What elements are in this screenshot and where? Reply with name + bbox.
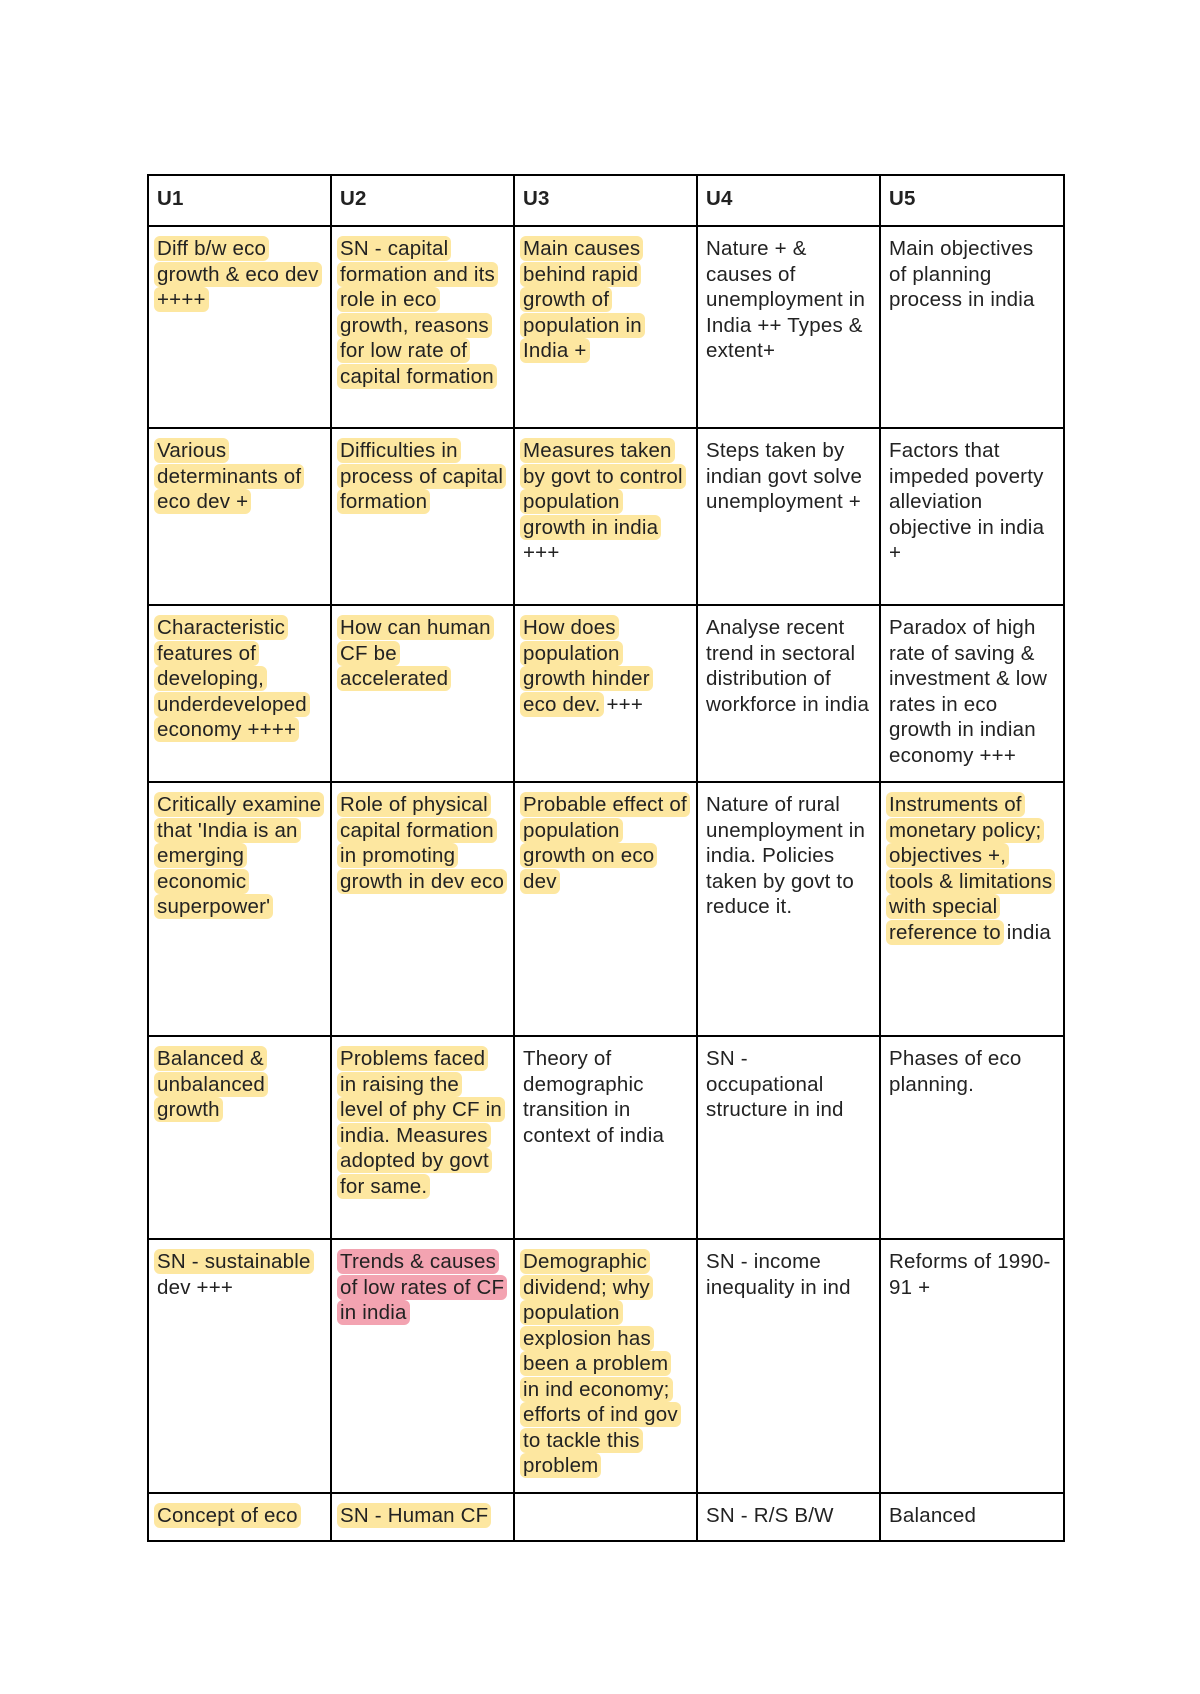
table-cell-u5 xyxy=(880,428,1064,605)
table-cell-u3 xyxy=(514,226,697,428)
header-u3: U3 xyxy=(514,175,697,226)
highlighted-topic: SN - capital formation and its role in eco growth, reasons for low rate of capital formation xyxy=(337,236,498,389)
table-cell-u2 xyxy=(331,1239,514,1493)
table-cell-u3 xyxy=(514,1239,697,1493)
topic-text: Nature + & causes of unemployment in India ++ Types & extent+ xyxy=(706,237,866,362)
table-cell-u5 xyxy=(880,782,1064,1036)
table-row xyxy=(148,1239,1064,1493)
topic-text: Paradox of high rate of saving & investment & low rates in eco growth in indian economy +++ xyxy=(889,616,1048,767)
table-cell-u5 xyxy=(880,1493,1064,1541)
table-cell-u2 xyxy=(331,428,514,605)
highlighted-topic: How can human CF be accelerated xyxy=(337,615,494,691)
table-cell-u1 xyxy=(148,226,331,428)
table-cell-u2 xyxy=(331,1493,514,1541)
highlighted-topic: Problems faced in raising the level of phy CF in india. Measures adopted by govt for same. xyxy=(337,1046,505,1199)
table-row xyxy=(148,605,1064,782)
table-row xyxy=(148,226,1064,428)
table-cell-u2 xyxy=(331,782,514,1036)
topic-text: Phases of eco planning. xyxy=(889,1047,1022,1096)
table-cell-u4 xyxy=(697,782,880,1036)
table-cell-u3 xyxy=(514,782,697,1036)
topic-text: Main objectives of planning process in india xyxy=(889,237,1035,311)
table-cell-u1 xyxy=(148,782,331,1036)
table-cell-u3 xyxy=(514,428,697,605)
table-cell-u5 xyxy=(880,226,1064,428)
highlighted-topic: Concept of eco xyxy=(154,1503,301,1528)
highlighted-topic: Role of physical capital formation in promoting growth in dev eco xyxy=(337,792,507,894)
highlighted-topic: Difficulties in process of capital formation xyxy=(337,438,506,514)
topic-text: SN - R/S B/W xyxy=(706,1504,834,1527)
topic-text: Analyse recent trend in sectoral distribution of workforce in india xyxy=(706,616,870,716)
header-u4: U4 xyxy=(697,175,880,226)
topic-text: Factors that impeded poverty alleviation objective in india + xyxy=(889,439,1045,564)
table-row xyxy=(148,1036,1064,1239)
topic-text: Reforms of 1990-91 + xyxy=(889,1250,1051,1299)
topic-text: SN - occupational structure in ind xyxy=(706,1047,844,1121)
table-cell-u1 xyxy=(148,1493,331,1541)
table-cell-u1 xyxy=(148,428,331,605)
highlighted-topic: Trends & causes of low rates of CF in india xyxy=(337,1249,507,1325)
topic-suffix: india xyxy=(1000,920,1052,944)
topic-suffix: +++ xyxy=(523,541,560,564)
highlighted-topic: Demographic dividend; why population explosion has been a problem in ind economy; efforts of ind gov to tackle this problem xyxy=(520,1249,681,1478)
table-row xyxy=(148,1493,1064,1541)
table-cell-u4 xyxy=(697,226,880,428)
highlighted-topic: Measures taken by govt to control population growth in india xyxy=(520,438,686,540)
table-cell-u1 xyxy=(148,1239,331,1493)
header-u2: U2 xyxy=(331,175,514,226)
table-cell-u4 xyxy=(697,1239,880,1493)
highlighted-topic: Various determinants of eco dev + xyxy=(154,438,304,514)
table-row xyxy=(148,782,1064,1036)
topic-text: Steps taken by indian govt solve unemployment + xyxy=(706,439,863,513)
highlighted-topic: Characteristic features of developing, underdeveloped economy ++++ xyxy=(154,615,310,742)
table-body xyxy=(148,226,1064,1541)
table-cell-u2 xyxy=(331,226,514,428)
table-cell-u4 xyxy=(697,428,880,605)
table-cell-u4 xyxy=(697,1036,880,1239)
highlighted-topic: Main causes behind rapid growth of population in India + xyxy=(520,236,645,363)
syllabus-table xyxy=(147,174,1065,1542)
topic-text: Nature of rural unemployment in india. Policies taken by govt to reduce it. xyxy=(706,793,866,918)
table-cell-u1 xyxy=(148,605,331,782)
highlighted-topic: Diff b/w eco growth & eco dev ++++ xyxy=(154,236,322,312)
highlighted-topic: Instruments of monetary policy; objectives +, tools & limitations with special reference to xyxy=(886,792,1055,945)
table-cell-u3 xyxy=(514,1036,697,1239)
highlighted-topic: SN - sustainable xyxy=(154,1249,314,1274)
table-row xyxy=(148,428,1064,605)
table-cell-u4 xyxy=(697,1493,880,1541)
topic-suffix: +++ xyxy=(600,692,643,716)
table-cell-u1 xyxy=(148,1036,331,1239)
topic-suffix: dev +++ xyxy=(157,1275,234,1299)
topic-text: Theory of demographic transition in context of india xyxy=(523,1047,665,1147)
table-cell-u5 xyxy=(880,605,1064,782)
topic-text: Balanced xyxy=(889,1504,977,1527)
highlighted-topic: Balanced & unbalanced growth xyxy=(154,1046,268,1122)
highlighted-topic: SN - Human CF xyxy=(337,1503,491,1528)
table-cell-u3 xyxy=(514,605,697,782)
header-row xyxy=(148,175,1064,226)
table-cell-u2 xyxy=(331,1036,514,1239)
table-cell-u3 xyxy=(514,1493,697,1541)
highlighted-topic: Probable effect of population growth on eco dev xyxy=(520,792,690,894)
table-cell-u5 xyxy=(880,1036,1064,1239)
table-cell-u5 xyxy=(880,1239,1064,1493)
table-cell-u4 xyxy=(697,605,880,782)
topic-text: SN - income inequality in ind xyxy=(706,1250,851,1299)
highlighted-topic: Critically examine that 'India is an emerging economic superpower' xyxy=(154,792,324,919)
header-u1: U1 xyxy=(148,175,331,226)
table-cell-u2 xyxy=(331,605,514,782)
header-u5: U5 xyxy=(880,175,1064,226)
highlighted-topic: How does population growth hinder eco dev. xyxy=(520,615,653,717)
